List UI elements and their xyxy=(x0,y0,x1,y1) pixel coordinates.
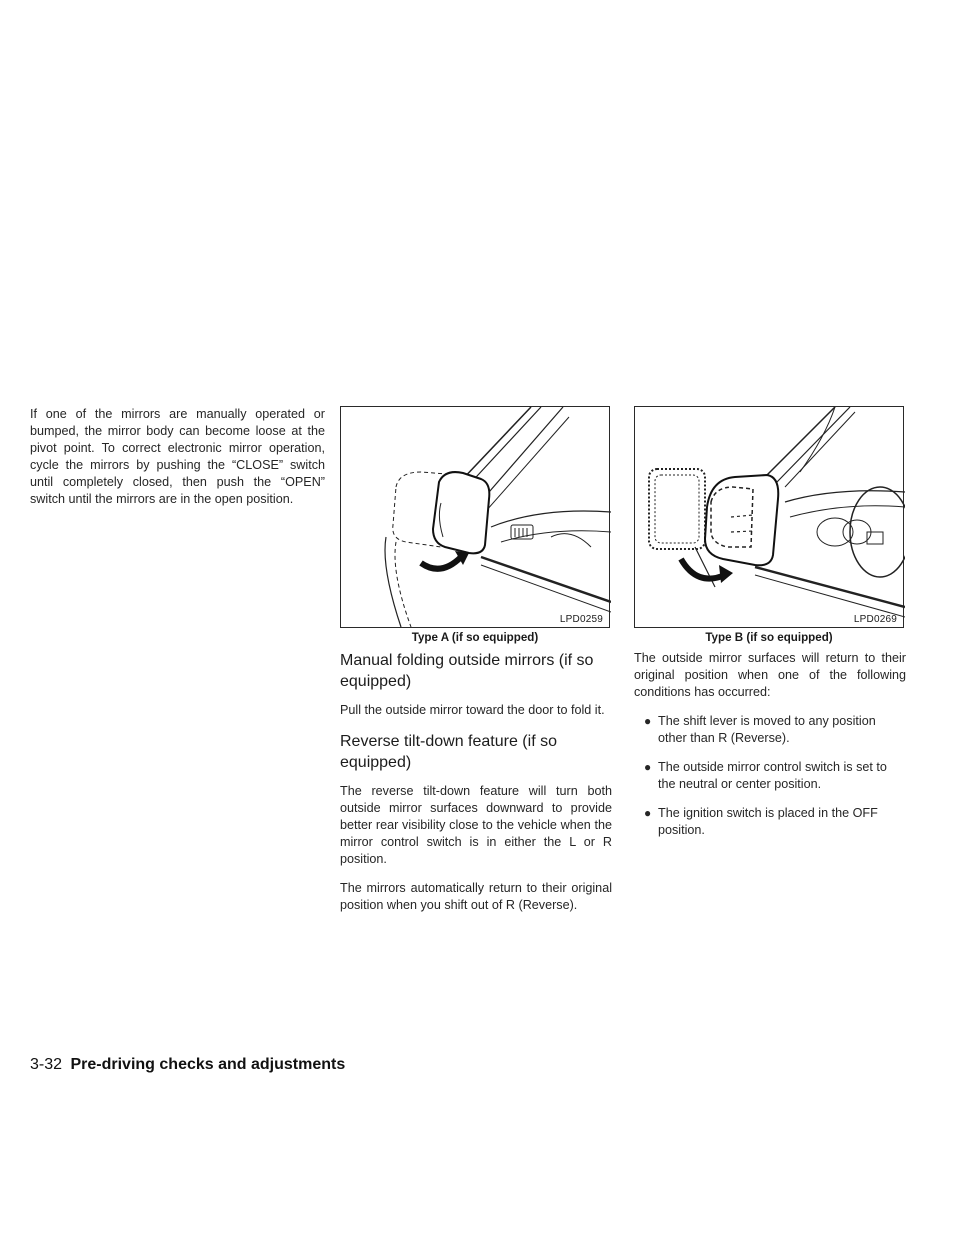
figure-type-b xyxy=(634,406,904,628)
left-column xyxy=(30,406,325,520)
reverse-tilt-heading: Reverse tilt-down feature (if so equipped) xyxy=(340,733,557,771)
figure-b-code: LPD0269 xyxy=(853,614,897,625)
middle-column xyxy=(340,406,612,926)
bullet-icon: ● xyxy=(644,806,652,820)
reverse-tilt-paragraph-2: The mirrors automatically return to their original position when you shift out of R (Reverse). xyxy=(340,881,612,912)
manual-folding-paragraph: Pull the outside mirror toward the door to fold it. xyxy=(340,703,605,717)
mirror-type-a-illustration xyxy=(341,407,611,629)
figure-a-caption: Type A (if so equipped) xyxy=(411,631,539,644)
return-conditions-paragraph: The outside mirror surfaces will return to their original position when one of the following conditions has occurred: xyxy=(634,651,906,699)
list-item: ● The ignition switch is placed in the OFF position. xyxy=(644,806,878,837)
list-item: ● The shift lever is moved to any position other than R (Reverse). xyxy=(644,714,876,745)
figure-type-a xyxy=(340,406,610,628)
list-item: ● The outside mirror control switch is set to the neutral or center position. xyxy=(644,760,887,791)
mirror-type-b-illustration xyxy=(635,407,905,629)
manual-folding-heading: Manual folding outside mirrors (if so equipped) xyxy=(340,652,594,690)
intro-paragraph: If one of the mirrors are manually operated or bumped, the mirror body can become loose at the pivot point. To correct electronic mirror operation, cycle the mirrors by pushing the “CLOSE” switch until completely closed, then push the “OPEN” switch until the mirrors are in the open position. xyxy=(30,407,325,506)
chapter-title: Pre-driving checks and adjustments xyxy=(70,1056,346,1073)
page-footer xyxy=(30,1056,345,1074)
bullet-icon: ● xyxy=(644,760,652,774)
page-number: 3-32 xyxy=(30,1056,63,1073)
reverse-tilt-paragraph-1: The reverse tilt-down feature will turn both outside mirror surfaces downward to provide better rear visibility close to the vehicle when the mirror control switch is in either the L or R position. xyxy=(340,784,612,866)
return-conditions-list xyxy=(634,713,906,839)
bullet-icon: ● xyxy=(644,714,652,728)
figure-a-code: LPD0259 xyxy=(559,614,603,625)
figure-b-caption: Type B (if so equipped) xyxy=(705,631,833,644)
right-column xyxy=(634,406,906,851)
